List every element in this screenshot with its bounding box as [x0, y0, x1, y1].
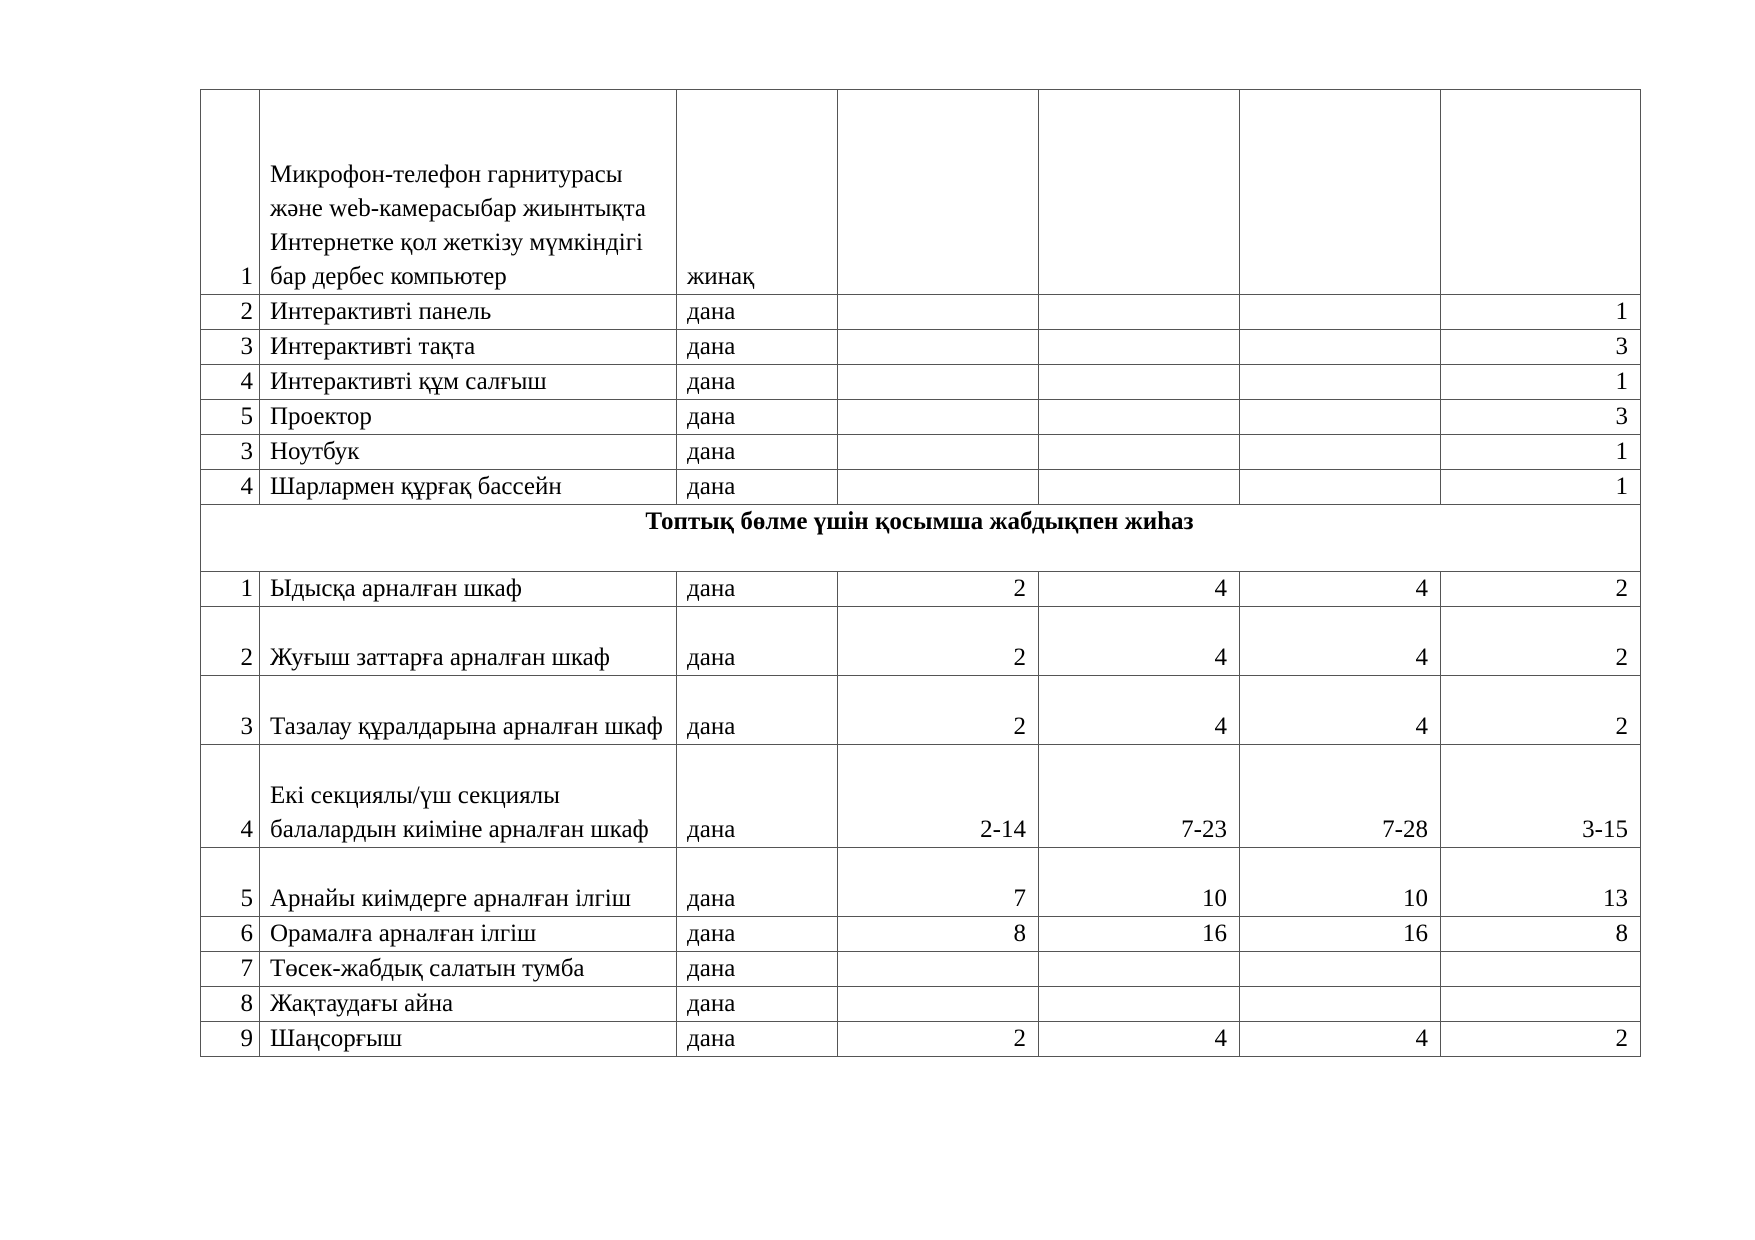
- quantity-cell: 4: [1240, 572, 1441, 607]
- item-unit: дана: [677, 470, 838, 505]
- quantity-cell: [838, 435, 1039, 470]
- quantity-cell: [1240, 365, 1441, 400]
- quantity-cell: 1: [1441, 295, 1641, 330]
- item-unit: дана: [677, 572, 838, 607]
- item-unit: дана: [677, 745, 838, 848]
- quantity-cell: [1441, 987, 1641, 1022]
- quantity-cell: [838, 90, 1039, 295]
- table-row: [201, 676, 1641, 745]
- quantity-cell: 4: [1039, 676, 1240, 745]
- table-row: [201, 435, 1641, 470]
- item-unit: дана: [677, 295, 838, 330]
- quantity-cell: [838, 987, 1039, 1022]
- item-unit: дана: [677, 676, 838, 745]
- row-number: 3: [201, 330, 260, 365]
- item-unit: дана: [677, 1022, 838, 1057]
- table-row: [201, 295, 1641, 330]
- quantity-cell: 16: [1240, 917, 1441, 952]
- table-row: [201, 330, 1641, 365]
- quantity-cell: [838, 470, 1039, 505]
- row-number: 4: [201, 470, 260, 505]
- quantity-cell: [1039, 365, 1240, 400]
- quantity-cell: 7: [838, 848, 1039, 917]
- quantity-cell: [838, 330, 1039, 365]
- table-row: [201, 917, 1641, 952]
- equipment-table: [200, 89, 1641, 1057]
- quantity-cell: 10: [1240, 848, 1441, 917]
- quantity-cell: [1240, 295, 1441, 330]
- quantity-cell: [838, 952, 1039, 987]
- section-title: Топтық бөлме үшін қосымша жабдықпен жиһаз: [201, 505, 1641, 572]
- quantity-cell: [1240, 952, 1441, 987]
- item-unit: дана: [677, 435, 838, 470]
- table-row: [201, 745, 1641, 848]
- quantity-cell: 16: [1039, 917, 1240, 952]
- table-row: [201, 987, 1641, 1022]
- quantity-cell: 1: [1441, 365, 1641, 400]
- row-number: 4: [201, 745, 260, 848]
- table-row: [201, 470, 1641, 505]
- quantity-cell: [1240, 330, 1441, 365]
- quantity-cell: 2: [838, 676, 1039, 745]
- table-row: [201, 365, 1641, 400]
- table-row: [201, 607, 1641, 676]
- row-number: 1: [201, 572, 260, 607]
- quantity-cell: 13: [1441, 848, 1641, 917]
- quantity-cell: [1240, 400, 1441, 435]
- quantity-cell: [1240, 987, 1441, 1022]
- item-name: Интерактивті панель: [260, 295, 677, 330]
- item-name: Шаңсорғыш: [260, 1022, 677, 1057]
- quantity-cell: 4: [1039, 607, 1240, 676]
- quantity-cell: 3: [1441, 400, 1641, 435]
- quantity-cell: [838, 400, 1039, 435]
- item-unit: дана: [677, 400, 838, 435]
- quantity-cell: [838, 365, 1039, 400]
- quantity-cell: 4: [1240, 607, 1441, 676]
- quantity-cell: 2: [1441, 1022, 1641, 1057]
- quantity-cell: 4: [1240, 676, 1441, 745]
- quantity-cell: [1240, 90, 1441, 295]
- quantity-cell: 8: [838, 917, 1039, 952]
- item-name: Проектор: [260, 400, 677, 435]
- item-name: Жақтаудағы айна: [260, 987, 677, 1022]
- quantity-cell: 7-23: [1039, 745, 1240, 848]
- quantity-cell: [1240, 470, 1441, 505]
- item-unit: дана: [677, 330, 838, 365]
- quantity-cell: 2: [838, 572, 1039, 607]
- quantity-cell: 2: [1441, 572, 1641, 607]
- item-unit: дана: [677, 365, 838, 400]
- quantity-cell: 4: [1240, 1022, 1441, 1057]
- row-number: 3: [201, 435, 260, 470]
- quantity-cell: [1441, 952, 1641, 987]
- row-number: 7: [201, 952, 260, 987]
- quantity-cell: 1: [1441, 435, 1641, 470]
- item-unit: дана: [677, 607, 838, 676]
- item-unit: дана: [677, 917, 838, 952]
- row-number: 3: [201, 676, 260, 745]
- row-number: 1: [201, 90, 260, 295]
- quantity-cell: [1039, 400, 1240, 435]
- item-name: Ыдысқа арналған шкаф: [260, 572, 677, 607]
- item-name: Интерактивті тақта: [260, 330, 677, 365]
- item-name: Екі секциялы/үш секциялы балалардын киіміне арналған шкаф: [260, 745, 677, 848]
- quantity-cell: [1039, 330, 1240, 365]
- quantity-cell: 3-15: [1441, 745, 1641, 848]
- item-name: Ноутбук: [260, 435, 677, 470]
- item-name: Интерактивті құм салғыш: [260, 365, 677, 400]
- row-number: 4: [201, 365, 260, 400]
- row-number: 5: [201, 400, 260, 435]
- quantity-cell: 2: [1441, 607, 1641, 676]
- row-number: 2: [201, 607, 260, 676]
- quantity-cell: 10: [1039, 848, 1240, 917]
- row-number: 8: [201, 987, 260, 1022]
- table-row: [201, 952, 1641, 987]
- item-name: Тазалау құралдарына арналған шкаф: [260, 676, 677, 745]
- row-number: 6: [201, 917, 260, 952]
- quantity-cell: [1039, 295, 1240, 330]
- quantity-cell: [1039, 435, 1240, 470]
- quantity-cell: [1039, 987, 1240, 1022]
- item-name: Арнайы киімдерге арналған ілгіш: [260, 848, 677, 917]
- quantity-cell: 2-14: [838, 745, 1039, 848]
- quantity-cell: 2: [1441, 676, 1641, 745]
- table-row: [201, 400, 1641, 435]
- table-row: [201, 848, 1641, 917]
- item-name: Орамалға арналған ілгіш: [260, 917, 677, 952]
- quantity-cell: [1039, 90, 1240, 295]
- row-number: 5: [201, 848, 260, 917]
- quantity-cell: 1: [1441, 470, 1641, 505]
- quantity-cell: 2: [838, 607, 1039, 676]
- quantity-cell: [838, 295, 1039, 330]
- quantity-cell: 2: [838, 1022, 1039, 1057]
- item-unit: жинақ: [677, 90, 838, 295]
- quantity-cell: [1441, 90, 1641, 295]
- table-row: [201, 1022, 1641, 1057]
- item-unit: дана: [677, 987, 838, 1022]
- item-name: Шарлармен құрғақ бассейн: [260, 470, 677, 505]
- quantity-cell: [1039, 952, 1240, 987]
- quantity-cell: 4: [1039, 1022, 1240, 1057]
- table-row: [201, 90, 1641, 295]
- row-number: 9: [201, 1022, 260, 1057]
- quantity-cell: 7-28: [1240, 745, 1441, 848]
- item-name: Төсек-жабдық салатын тумба: [260, 952, 677, 987]
- section-header-row: [201, 505, 1641, 572]
- quantity-cell: [1240, 435, 1441, 470]
- item-unit: дана: [677, 952, 838, 987]
- item-name: Микрофон-телефон гарнитурасы және web-камерасыбар жиынтықта Интернетке қол жеткізу мүмкіндігі бар дербес компьютер: [260, 90, 677, 295]
- table-row: [201, 572, 1641, 607]
- row-number: 2: [201, 295, 260, 330]
- quantity-cell: 3: [1441, 330, 1641, 365]
- item-unit: дана: [677, 848, 838, 917]
- item-name: Жуғыш заттарға арналған шкаф: [260, 607, 677, 676]
- quantity-cell: 4: [1039, 572, 1240, 607]
- quantity-cell: [1039, 470, 1240, 505]
- quantity-cell: 8: [1441, 917, 1641, 952]
